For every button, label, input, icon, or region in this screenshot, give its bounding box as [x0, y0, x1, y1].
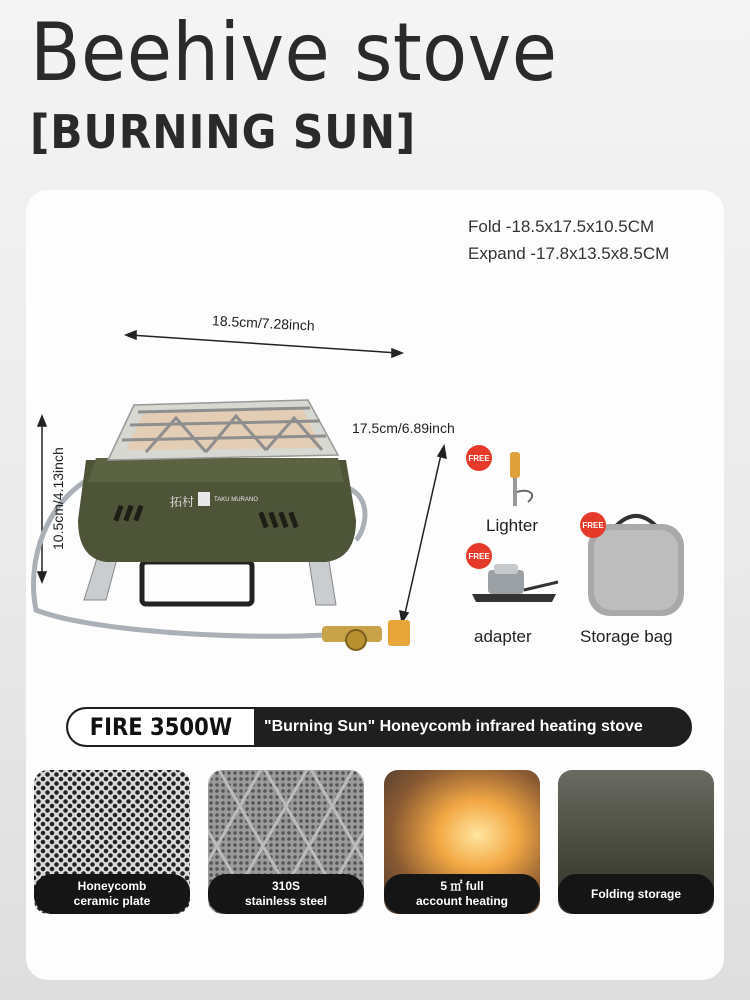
stove-handle	[142, 562, 252, 604]
height-label: 10.5cm/4.13inch	[50, 447, 66, 550]
honeycomb-grill	[108, 400, 338, 460]
free-badge-adapter: FREE	[466, 543, 492, 569]
lighter-label: Lighter	[486, 516, 538, 535]
fire-power: FIRE 3500W	[89, 713, 233, 741]
feature-caption: 5 ㎡ full account heating	[384, 874, 540, 914]
page-subtitle: [BURNING SUN]	[30, 105, 417, 159]
power-badge	[68, 709, 254, 745]
stove-logo-cn: 拓村	[170, 495, 195, 509]
page-title: Beehive stove	[30, 6, 558, 99]
banner-description: "Burning Sun" Honeycomb infrared heating stove	[264, 718, 643, 735]
storage-bag-label: Storage bag	[580, 627, 673, 646]
feature-folding-storage	[558, 770, 714, 914]
stove-leg	[308, 555, 336, 605]
feature-honeycomb	[34, 770, 190, 914]
feature-caption: 310S stainless steel	[208, 874, 364, 914]
feature-stainless-steel	[208, 770, 364, 914]
feature-caption: Honeycomb ceramic plate	[34, 874, 190, 914]
depth-label: 17.5cm/6.89inch	[352, 420, 455, 436]
height-arrow	[38, 416, 46, 582]
free-badge-lighter: FREE	[466, 445, 492, 471]
fold-size: Fold -18.5x17.5x10.5CM	[468, 217, 655, 236]
feature-heating	[384, 770, 540, 914]
width-label: 18.5cm/7.28inch	[211, 312, 316, 334]
free-badge-storage: FREE	[580, 512, 606, 538]
width-arrow	[126, 331, 402, 357]
brass-valve	[322, 620, 410, 650]
size-specs	[468, 213, 669, 267]
adapter-label: adapter	[474, 627, 532, 646]
stove-illustration	[26, 300, 466, 680]
stove-logo-en: TAKU MURANO	[214, 497, 258, 503]
feature-caption: Folding storage	[558, 874, 714, 914]
power-banner	[66, 707, 692, 747]
expand-size: Expand -17.8x13.5x8.5CM	[468, 244, 670, 263]
depth-arrow	[400, 446, 446, 622]
